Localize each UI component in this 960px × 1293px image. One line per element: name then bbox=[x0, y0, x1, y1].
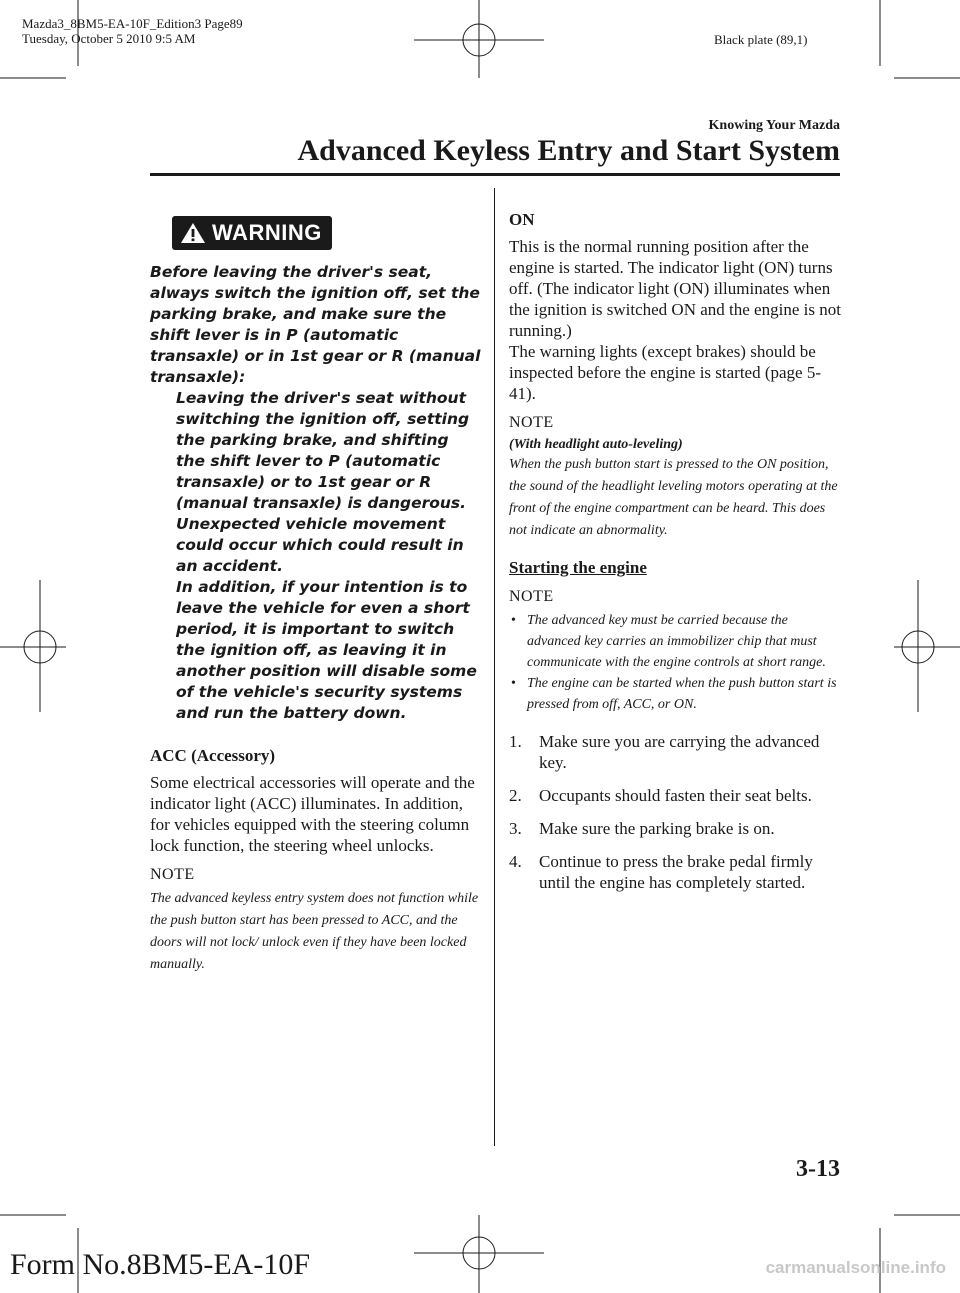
starting-note-title: NOTE bbox=[509, 588, 554, 605]
on-note-subtitle: (With headlight auto-leveling) bbox=[509, 437, 683, 452]
column-divider bbox=[494, 188, 495, 1146]
note-item-text: The engine can be started when the push button start is pressed from off, ACC, or ON. bbox=[527, 676, 837, 712]
list-item bbox=[509, 731, 841, 773]
step-number: 3. bbox=[509, 819, 522, 838]
warning-triangle-icon bbox=[180, 222, 206, 244]
step-text: Continue to press the brake pedal firmly until the engine has completely started. bbox=[539, 852, 813, 892]
chapter-label: Knowing Your Mazda bbox=[708, 118, 840, 133]
acc-text: Some electrical accessories will operate and the indicator light (ACC) illuminates. In addition, for vehicles equipped with the steering column lock function, the steering wheel unlocks. bbox=[150, 773, 475, 855]
right-column bbox=[509, 208, 841, 905]
acc-heading: ACC (Accessory) bbox=[150, 746, 276, 765]
list-item bbox=[509, 851, 841, 893]
page-number: 3-13 bbox=[796, 1156, 840, 1182]
title-rule bbox=[150, 173, 840, 176]
starting-heading: Starting the engine bbox=[509, 558, 647, 577]
warning-body-addition: In addition, if your intention is to leave the vehicle for even a short period, it is important to switch the ignition off, as leaving it in another position will disable some of the vehicle's security systems and run the battery down. bbox=[176, 578, 477, 722]
acc-note-title: NOTE bbox=[150, 866, 195, 883]
warning-body: Leaving the driver's seat without switching the ignition off, setting the parking brake, and shifting the shift lever to P (automatic transaxle) or to 1st gear or R (manual transaxle) is dangerous. Unexpected vehicle movement could occur which could result in an accident. bbox=[176, 389, 470, 575]
meta-line-1: Mazda3_8BM5-EA-10F_Edition3 Page89 bbox=[22, 16, 243, 31]
list-item bbox=[509, 818, 841, 839]
meta-line-2: Tuesday, October 5 2010 9:5 AM bbox=[22, 31, 196, 46]
form-number: Form No.8BM5-EA-10F bbox=[10, 1248, 311, 1281]
acc-note-text: The advanced keyless entry system does not function while the push button start has been pressed to ACC, and the doors will not lock/ unlock even if they have been locked manually. bbox=[150, 891, 479, 972]
list-item bbox=[509, 673, 841, 715]
page-title: Advanced Keyless Entry and Start System bbox=[297, 134, 840, 167]
left-column bbox=[150, 216, 482, 976]
on-note-title: NOTE bbox=[509, 414, 554, 431]
warning-badge bbox=[172, 216, 332, 250]
step-number: 4. bbox=[509, 852, 522, 871]
on-text: This is the normal running position after the engine is started. The indicator light (ON) turns off. (The indicator light (ON) illuminates when the ignition is switched ON and the engine is not running.) bbox=[509, 237, 841, 340]
step-text: Occupants should fasten their seat belts. bbox=[539, 786, 812, 805]
list-item bbox=[509, 610, 841, 673]
on-note-text: When the push button start is pressed to the ON position, the sound of the headlight leveling motors operating at the front of the engine compartment can be heard. This does not indicate an abnormality. bbox=[509, 457, 838, 538]
list-item bbox=[509, 785, 841, 806]
watermark: carmanualsonline.info bbox=[765, 1258, 946, 1277]
plate-label: Black plate (89,1) bbox=[714, 32, 808, 47]
step-text: Make sure the parking brake is on. bbox=[539, 819, 775, 838]
warning-lead: Before leaving the driver's seat, always switch the ignition off, set the parking brake, and make sure the shift lever is in P (automatic transaxle) or in 1st gear or R (manual transaxle): bbox=[150, 263, 481, 386]
step-text: Make sure you are carrying the advanced key. bbox=[539, 732, 820, 772]
note-item-text: The advanced key must be carried because the advanced key carries an immobilizer chip that must communicate with the engine controls at short range. bbox=[527, 613, 826, 670]
on-heading: ON bbox=[509, 210, 535, 229]
step-number: 1. bbox=[509, 732, 522, 751]
starting-steps bbox=[509, 731, 841, 893]
warning-label: WARNING bbox=[212, 220, 322, 245]
on-text-warning-lights: The warning lights (except brakes) should be inspected before the engine is started (page 5-41). bbox=[509, 342, 822, 403]
bullet: • bbox=[511, 613, 516, 628]
step-number: 2. bbox=[509, 786, 522, 805]
starting-note-list bbox=[509, 610, 841, 715]
bullet: • bbox=[511, 676, 516, 691]
print-metadata bbox=[22, 16, 243, 46]
